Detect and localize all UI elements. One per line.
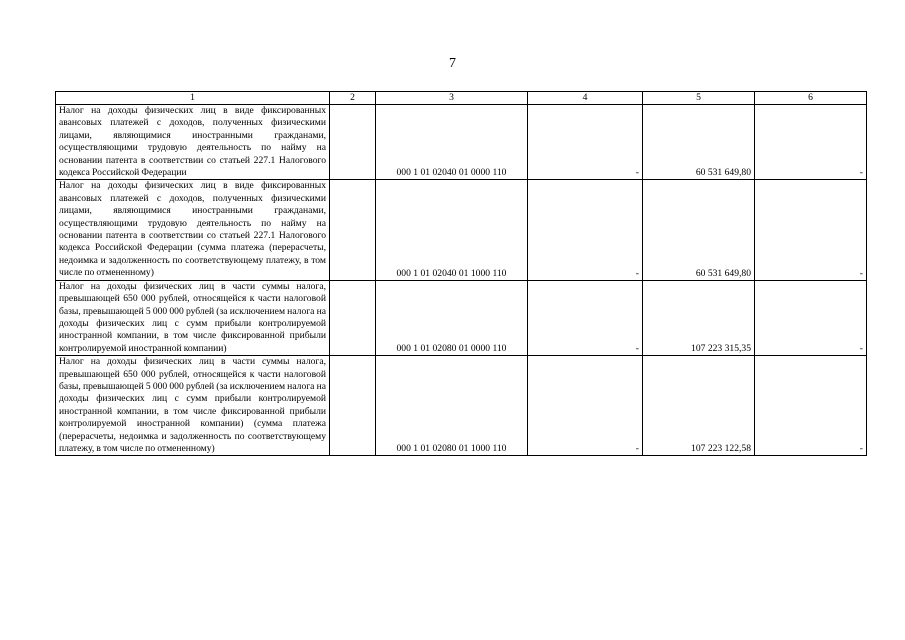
row-col6: - [755, 180, 867, 280]
row-col2 [330, 356, 376, 456]
column-header-2: 2 [330, 92, 376, 105]
column-header-1: 1 [56, 92, 330, 105]
column-header-4: 4 [528, 92, 643, 105]
table-row [56, 180, 867, 280]
row-amount: 107 223 315,35 [643, 280, 755, 355]
row-col4: - [528, 280, 643, 355]
row-col2 [330, 105, 376, 180]
row-col6: - [755, 105, 867, 180]
row-description: Налог на доходы физических лиц в виде фиксированных авансовых платежей с доходов, полученных физическими лицами, являющимися иностранными гражданами, осуществляющими трудовую деятельность по найму на основании патента в соответствии со статьей 227.1 Налогового кодекса Российской Федерации (сумма платежа (перерасчеты, недоимка и задолженность по соответствующему платежу, в том числе по отмененному) [56, 180, 330, 280]
row-amount: 60 531 649,80 [643, 105, 755, 180]
row-description: Налог на доходы физических лиц в части суммы налога, превышающей 650 000 рублей, относящейся к части налоговой базы, превышающей 5 000 000 рублей (за исключением налога на доходы физических лиц с сумм прибыли контролируемой иностранной компании, в том числе фиксированной прибыли контролируемой иностранной компании) (сумма платежа (перерасчеты, недоимка и задолженность по соответствующему платежу, в том числе по отмененному) [56, 356, 330, 456]
row-budget-code: 000 1 01 02080 01 1000 110 [376, 356, 528, 456]
column-header-3: 3 [376, 92, 528, 105]
row-col2 [330, 280, 376, 355]
page-number: 7 [449, 56, 456, 71]
row-col4: - [528, 356, 643, 456]
budget-table [55, 91, 867, 456]
column-header-5: 5 [643, 92, 755, 105]
row-col6: - [755, 280, 867, 355]
row-amount: 107 223 122,58 [643, 356, 755, 456]
table-row [56, 356, 867, 456]
table-row [56, 280, 867, 355]
column-header-6: 6 [755, 92, 867, 105]
row-budget-code: 000 1 01 02080 01 0000 110 [376, 280, 528, 355]
row-description: Налог на доходы физических лиц в виде фиксированных авансовых платежей с доходов, полученных физическими лицами, являющимися иностранными гражданами, осуществляющими трудовую деятельность по найму на основании патента в соответствии со статьей 227.1 Налогового кодекса Российской Федерации [56, 105, 330, 180]
row-amount: 60 531 649,80 [643, 180, 755, 280]
table-row [56, 105, 867, 180]
row-col2 [330, 180, 376, 280]
row-budget-code: 000 1 01 02040 01 0000 110 [376, 105, 528, 180]
column-number-header [56, 92, 867, 105]
row-description: Налог на доходы физических лиц в части суммы налога, превышающей 650 000 рублей, относящейся к части налоговой базы, превышающей 5 000 000 рублей (за исключением налога на доходы физических лиц с сумм прибыли контролируемой иностранной компании, в том числе фиксированной прибыли контролируемой иностранной компании) [56, 280, 330, 355]
row-budget-code: 000 1 01 02040 01 1000 110 [376, 180, 528, 280]
row-col4: - [528, 180, 643, 280]
row-col4: - [528, 105, 643, 180]
row-col6: - [755, 356, 867, 456]
